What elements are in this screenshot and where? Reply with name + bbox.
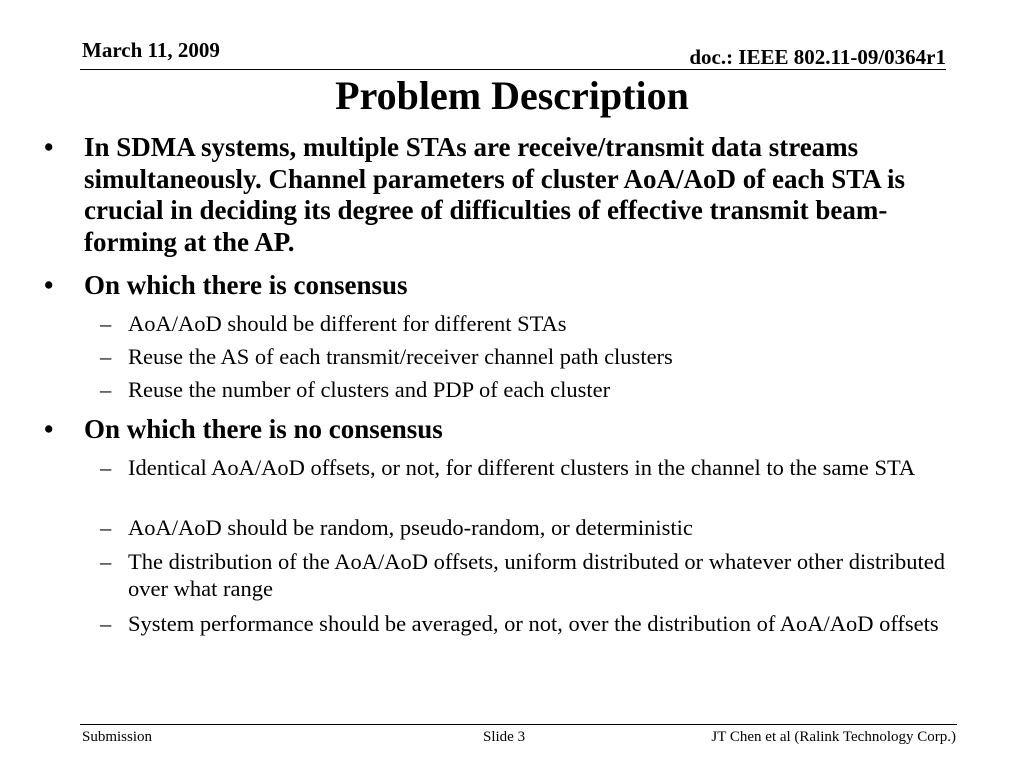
bullet-no-consensus <box>44 414 969 446</box>
bullet-marker: • <box>44 132 54 162</box>
footer-slide-number: Slide 3 <box>483 729 526 745</box>
dash-marker: – <box>100 549 112 574</box>
dash-marker: – <box>100 515 112 540</box>
bullet-marker: • <box>44 414 54 444</box>
sub-bullet-text: Reuse the number of clusters and PDP of each cluster <box>128 377 611 402</box>
sub-bullet-consensus-3 <box>100 377 978 404</box>
footer-submission: Submission <box>82 729 153 745</box>
sub-bullet-consensus-1 <box>100 311 978 338</box>
sub-bullet-no-consensus-2 <box>100 515 978 542</box>
bullet-text: On which there is no consensus <box>84 414 443 444</box>
footer-authors: JT Chen et al (Ralink Technology Corp.) <box>711 729 956 745</box>
dash-marker: – <box>100 344 112 369</box>
slide-title: Problem Description <box>335 73 689 118</box>
footer-divider <box>80 724 957 725</box>
bullet-marker: • <box>44 270 54 300</box>
sub-bullet-text: AoA/AoD should be random, pseudo-random, or deterministic <box>128 515 693 540</box>
header-doc-id: doc.: IEEE 802.11-09/0364r1 <box>689 45 946 69</box>
dash-marker: – <box>100 311 112 336</box>
bullet-consensus <box>44 270 969 302</box>
sub-bullet-text: Identical AoA/AoD offsets, or not, for different clusters in the channel to the same STA <box>128 455 916 480</box>
sub-bullet-text: AoA/AoD should be different for different STAs <box>128 311 567 336</box>
dash-marker: – <box>100 377 112 402</box>
sub-bullet-text: Reuse the AS of each transmit/receiver channel path clusters <box>128 344 673 369</box>
sub-bullet-text: The distribution of the AoA/AoD offsets, uniform distributed or whatever other distributed over what range <box>128 549 945 601</box>
sub-bullet-no-consensus-4 <box>100 611 978 638</box>
bullet-text: On which there is consensus <box>84 270 408 300</box>
bullet-sdma <box>44 132 969 258</box>
sub-bullet-text: System performance should be averaged, or not, over the distribution of AoA/AoD offsets <box>128 611 939 636</box>
sub-bullet-no-consensus-1 <box>100 455 978 482</box>
sub-bullet-no-consensus-3 <box>100 549 978 602</box>
header-date: March 11, 2009 <box>82 38 220 62</box>
sub-bullet-consensus-2 <box>100 344 978 371</box>
dash-marker: – <box>100 455 112 480</box>
bullet-text: In SDMA systems, multiple STAs are receive/transmit data streams simultaneously. Channel parameters of cluster AoA/AoD of each STA is crucial in deciding its degree of difficulties of effective transmit beam-forming at the AP. <box>84 132 906 257</box>
dash-marker: – <box>100 611 112 636</box>
